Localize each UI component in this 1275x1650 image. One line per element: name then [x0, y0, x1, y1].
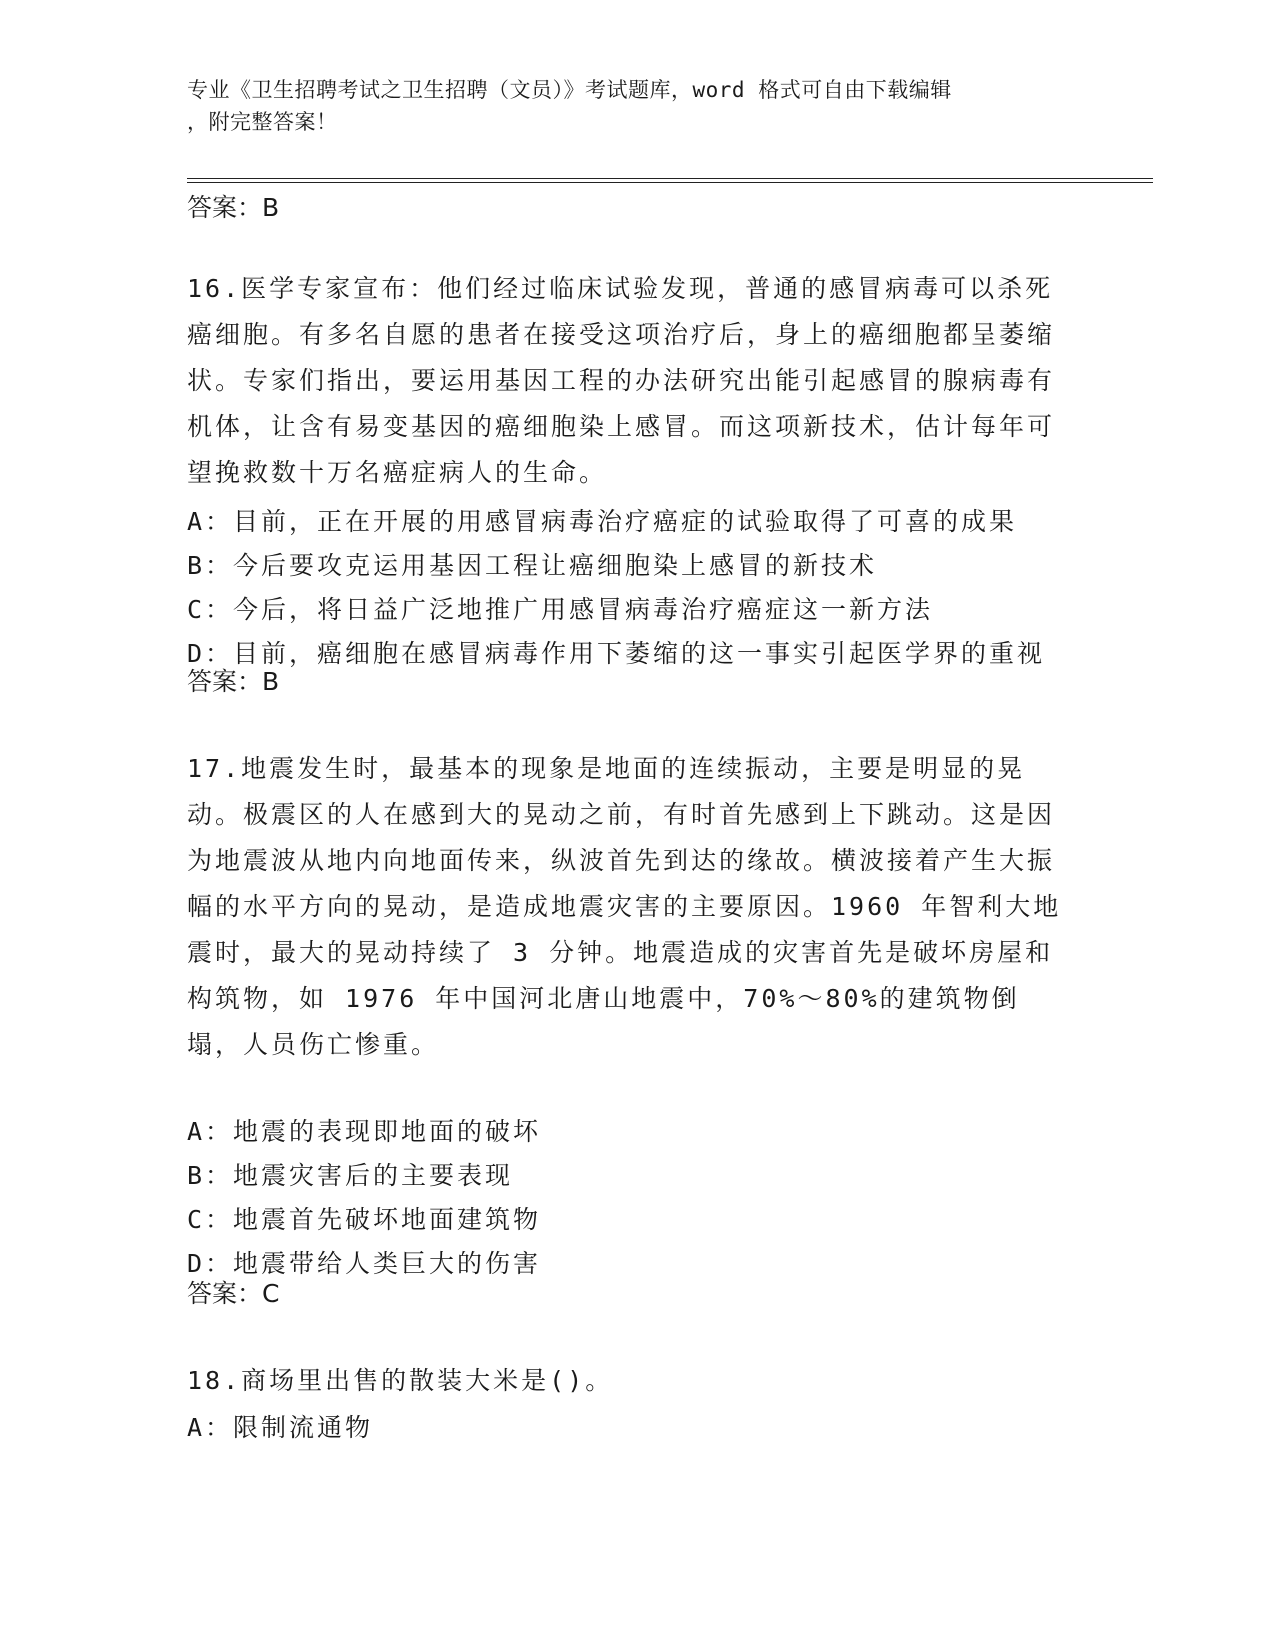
document-header	[187, 74, 1067, 138]
question-18-text: 18.商场里出售的散装大米是()。	[187, 1366, 614, 1395]
header-divider-bottom	[187, 182, 1153, 183]
question-17-text: 17.地震发生时，最基本的现象是地面的连续振动，主要是明显的晃动。极震区的人在感到大的晃动之前，有时首先感到上下跳动。这是因为地震波从地内向地面传来，纵波首先到达的缘故。横波接着产生大振幅的水平方向的晃动，是造成地震灾害的主要原因。1960 年智利大地震时，最大的晃动持续了 3 分钟。地震造成的灾害首先是破坏房屋和构筑物，如 1976 年中国河北唐山地震中，70%～80%的建筑物倒塌，人员伤亡惨重。	[187, 754, 1062, 1059]
header-line-2: ，附完整答案！	[187, 110, 338, 134]
question-18-option-a: A：限制流通物	[187, 1413, 374, 1442]
question-16-option-b: B：今后要攻克运用基因工程让癌细胞染上感冒的新技术	[187, 551, 878, 580]
question-16-option-a: A：目前，正在开展的用感冒病毒治疗癌症的试验取得了可喜的成果	[187, 507, 1018, 536]
question-16-text: 16.医学专家宣布：他们经过临床试验发现，普通的感冒病毒可以杀死癌细胞。有多名自愿的患者在接受这项治疗后，身上的癌细胞都呈萎缩状。专家们指出，要运用基因工程的办法研究出能引起感冒的腺病毒有机体，让含有易变基因的癌细胞染上感冒。而这项新技术，估计每年可望挽救数十万名癌症病人的生命。	[187, 274, 1056, 487]
question-17-option-d: D：地震带给人类巨大的伤害	[187, 1249, 542, 1278]
question-17-option-a: A：地震的表现即地面的破坏	[187, 1117, 542, 1146]
answer-prev: 答案：B	[187, 193, 280, 222]
question-16-option-d: D：目前，癌细胞在感冒病毒作用下萎缩的这一事实引起医学界的重视	[187, 639, 1046, 668]
question-16-option-c: C：今后，将日益广泛地推广用感冒病毒治疗癌症这一新方法	[187, 595, 934, 624]
question-17-option-b: B：地震灾害后的主要表现	[187, 1161, 514, 1190]
header-line-1: 专业《卫生招聘考试之卫生招聘（文员）》考试题库，word 格式可自由下载编辑	[187, 78, 952, 102]
header-divider-top	[187, 178, 1153, 179]
question-16-answer: 答案：B	[187, 667, 280, 696]
question-17-answer: 答案：C	[187, 1279, 280, 1308]
question-17-option-c: C：地震首先破坏地面建筑物	[187, 1205, 542, 1234]
